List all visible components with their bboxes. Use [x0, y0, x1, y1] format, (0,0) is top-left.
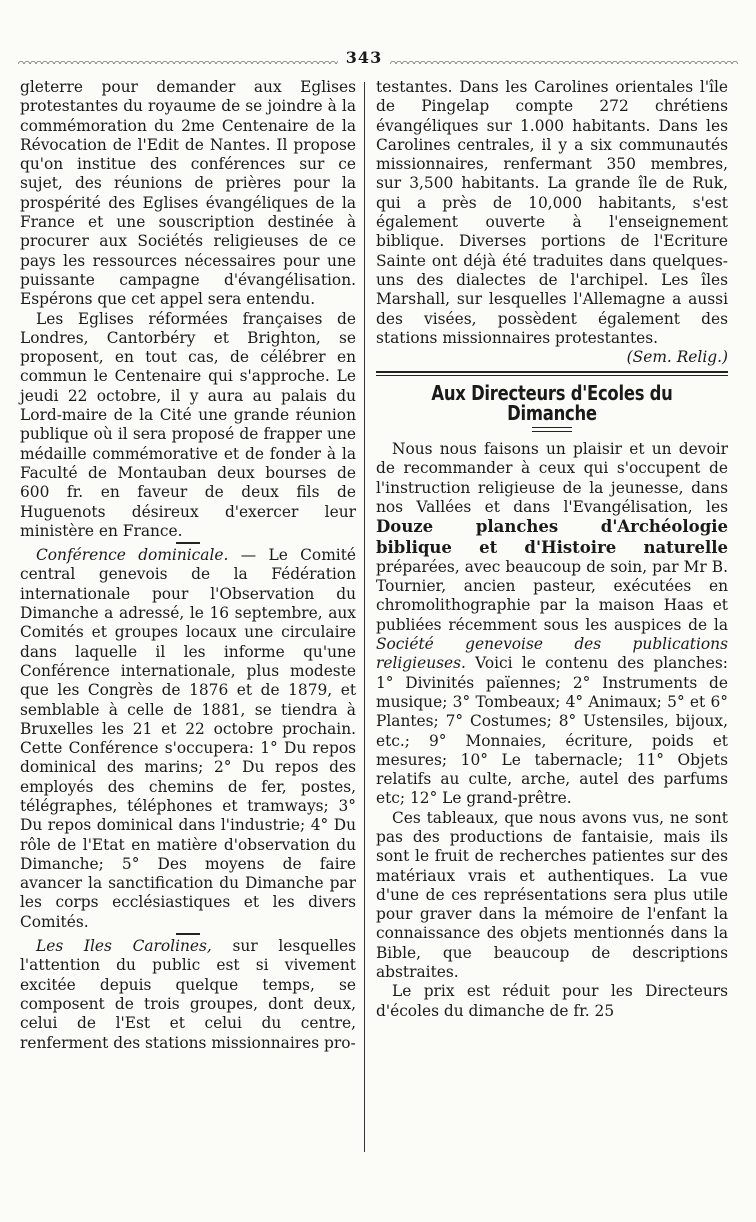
double-rule: [376, 371, 728, 376]
right-column: [376, 78, 728, 1021]
section-title-carolines: Les Iles Carolines,: [36, 937, 212, 956]
source-citation: (Sem. Relig.): [626, 348, 728, 367]
header-ornament-left: [18, 58, 338, 64]
paragraph-price: Le prix est réduit pour les Directeurs d'écoles du dimanche de fr. 25: [376, 982, 728, 1020]
header-ornament-right: [390, 58, 738, 64]
section-separator: [176, 542, 200, 544]
paragraph-text: — Le Comité central genevois de la Fédération internationale pour l'Observation du Dimanche a adressé, le 16 septembre, aux Comités et groupes locaux une circulaire dans laquelle il les informe qu'une Conférence internationale, plus modeste que les Congrès de 1876 et de 1879, et semblable à celle de 1881, se tiendra à Bruxelles les 21 et 22 octobre prochain. Cette Conférence s'occupera: 1° Du repos dominical des marins; 2° Du repos des employés des chemins de fer, postes, télégraphes, téléphones et tramways; 3° Du repos dominical dans l'industrie; 4° Du rôle de l'Etat en matière d'observation du Dimanche; 5° Des moyens de faire avancer la sanctification du Dimanche par les corps ecclésiastiques et les divers Comités.: [20, 546, 357, 931]
left-column: [20, 78, 356, 1053]
paragraph-plates-value: Ces tableaux, que nous avons vus, ne sont pas des productions de fantaisie, mais ils sont le fruit de recherches patientes sur des matériaux vrais et authentiques. La vue d'une de ces représentations sera plus utile pour graver dans la mémoire de l'enfant la connaissance des objets mentionnés dans la Bible, que beaucoup de descriptions abstraites.: [376, 808, 728, 982]
section-title-conference: Conférence dominicale.: [36, 546, 229, 565]
paragraph-text: sur lesquelles l'attention du public est si vivement excitée depuis quelque temps, se composent de trois groupes, dont deux, celui de l'Est et celui du centre, renferment des stations missionnaires pro-: [20, 937, 357, 1052]
section-separator: [176, 933, 200, 935]
plates-title: Douze planches d'Archéologie biblique et d'Histoire naturelle: [376, 517, 728, 557]
paragraph-sunday-conference: [20, 546, 356, 932]
heading-ornament: [532, 427, 572, 432]
paragraph-plates-announcement: Nous nous faisons un plaisir et un devoir de recommander à ceux qui s'occupent de l'instruction religieuse de la jeunesse, dans nos Vallées et dans l'Evangélisation, les Douze planches d'Archéologie biblique et d'Histoire naturelle préparées, avec beaucoup de soin, par Mr B. Tournier, ancien pasteur, exécutées en chromolithographie par la maison Haas et publiées récemment sous les auspices de la Société genevoise des publications religieuses. Voici le contenu des planches: 1° Divinités païennes; 2° Instruments de musique; 3° Tombeaux; 4° Animaux; 5° et 6° Plantes; 7° Costumes; 8° Ustensiles, bijoux, etc.; 9° Monnaies, écriture, poids et mesures; 10° Le tabernacle; 11° Objets relatifs au culte, arche, autel des parfums etc; 12° Le grand-prêtre.: [376, 440, 728, 808]
paragraph-london-churches: Les Eglises réformées françaises de Londres, Cantorbéry et Brighton, se proposent, en tout cas, de célébrer en commun le Centenaire qui s'approche. Le jeudi 22 octobre, il y aura au palais du Lord-maire de la Cité une grande réunion publique où il sera proposé de frapper une médaille commémorative et de fonder à la Faculté de Montauban deux bourses de 600 fr. en faveur de deux fils de Huguenots désireux d'exercer leur ministère en France.: [20, 309, 356, 540]
section-heading: Aux Directeurs d'Ecoles du Dimanche: [431, 381, 673, 425]
page-header: [18, 48, 738, 72]
column-divider: [364, 82, 365, 1152]
paragraph-jubilee-appeal: gleterre pour demander aux Eglises protestantes du royaume de se joindre à la commémoration du 2me Centenaire de la Révocation de l'Edit de Nantes. Il propose qu'on institue des conférences sur ce sujet, des réunions de prières pour la prospérité des Eglises évangéliques de la France et une souscription destinée à procurer aux Sociétés religieuses de ce pays les ressources nécessaires pour une puissante campagne d'évangélisation. Espérons que cet appel sera entendu.: [20, 78, 356, 309]
paragraph-carolines-continued: testantes. Dans les Carolines orientales l'île de Pingelap compte 272 chrétiens évangéliques sur 1.000 habitants. Dans les Carolines centrales, il y a six communautés missionnaires, renfermant 350 membres, sur 3,500 habitants. La grande île de Ruk, qui a près de 10,000 habitants, s'est également ouverte à l'enseignement biblique. Diverses portions de l'Ecriture Sainte ont déjà été traduites dans quelques-uns des dialectes de l'archipel. Les îles Marshall, sur lesquelles l'Allemagne a aussi des visées, possèdent également des stations missionnaires protestantes.: [376, 78, 728, 347]
society-name: Société genevoise des publications religieuses.: [376, 635, 728, 673]
page-number: 343: [345, 48, 383, 67]
paragraph-caroline-islands: [20, 937, 356, 1053]
